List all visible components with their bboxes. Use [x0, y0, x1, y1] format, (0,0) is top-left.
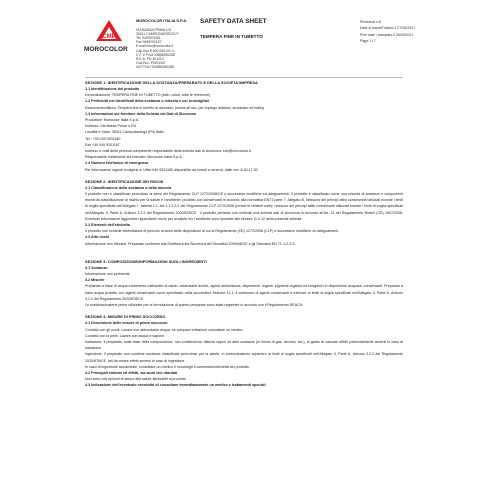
subsection-heading: 1.3 Informazioni sul fornitore della Scheda dei Dati di Sicurezza	[85, 111, 196, 116]
address-line: Cap.Soc.€ 500.000,00 i.v.	[136, 48, 175, 53]
body-text: In caso di ingestione accidentale, consultare un medico e mostrargli il contenitore/etichetta del prodotto.	[85, 364, 250, 369]
subsection-heading: 2.3 Altri rischi	[85, 235, 110, 240]
document-meta	[360, 19, 460, 45]
logo-mark-icon	[94, 19, 124, 43]
section-2	[85, 179, 403, 247]
subsection-heading: 2.1 Classificazione della sostanza o della miscela	[85, 185, 172, 190]
section-1	[85, 80, 403, 173]
section-3	[85, 259, 403, 308]
address-line: E-mail info@morocolor.it	[136, 44, 173, 49]
document-body	[85, 73, 403, 389]
body-text: Informazione non pertinente	[85, 272, 130, 277]
subsection-heading: 2.2 Elementi dell'etichetta	[85, 223, 130, 228]
body-text: Il prodotto non è classificato pericoloso ai sensi del Regolamento CLP 1272/2008/CE e successive modifiche ed adeguamenti. Il prodotto è classificato come una miscela di sostanze e componenti esenti da classificazione di rischio per la salute e l'ambiente; prodotto con conservanti in accordo alla normativa EN71 parte 7, Allegato B. Nessuno dei principi attivi conservanti utilizzati eccede i limiti di soglia specificati nell'Allegato I , tabella 1.1, Art.1.1.2.2.2 del Regolamento CLP 1272/2008 (inclusi le relative note); nessuno dei principi attivi conservanti utilizzati eccede i limiti di soglia specificati nell'Allegato II, Parte A, Articolo 3.2.2 del Regolamento 2020/878/CE : il prodotto pertanto non richiede una scheda dati di sicurezza in accordo all'Art. 31 del Regolamento Reach (CE) 1907/2006. Eventuali informazioni aggiuntive riguardanti i rischi per la salute e/o l'ambiente sono riportate alle sezioni 11 e 12 della presente scheda.	[85, 192, 403, 221]
section-title: SEZIONE 4: MISURE DI PRIMO SOCCORSO	[85, 314, 166, 320]
section-title: SEZIONE 1: IDENTIFICAZIONE DELLA SOSTANZA/PREPARATO E DELLA SOCIETA'/IMPRESA	[85, 80, 258, 85]
svg-text:CMP: CMP	[102, 34, 116, 40]
company-logo	[84, 19, 132, 67]
subsection-heading: 3.1 Sostanze:	[85, 265, 109, 270]
body-text: Contatto con gli occhi: Lavare con abbondante acqua, se compare irritazione consultare un medico.	[85, 327, 244, 332]
address-line: C.F. e P.Iva 03856390288	[136, 52, 175, 57]
body-text: Indirizzo e-mail della persona competente responsabile della scheda dati di sicurezza: info@morocolor.it	[85, 149, 251, 154]
body-text: Denominazione: TEMPERA FINE IN TUBETTO (tutti i colori, tutte le referenze)	[85, 93, 211, 98]
body-text: Tel.: +39 049 9201180	[85, 136, 121, 141]
address-line: Fax 0499202187	[136, 40, 162, 45]
body-text: Fax +39 049 9201187	[85, 142, 120, 147]
address-line: VAT/TVA IT03856390288	[136, 65, 174, 70]
body-text: Le sostanze/materie prime utilizzate per la formulazione di questo preparato sono state registrate in accordo con il Regolamento REACH.	[85, 303, 304, 308]
subsection-heading: 1.1 Identificazione del prodotto	[85, 87, 140, 91]
logo-text: MOROCOLOR	[84, 46, 128, 53]
section-title: SEZIONE 2: IDENTIFICAZIONE DEI RISCHI	[85, 178, 164, 184]
body-text: Località e Stato: 35011 Campodarsego (Pd) Italia	[85, 130, 164, 135]
body-text: Inalazione: il preparato, sulla base della composizione, non contiene/non rilascia vapori od altre sostanze (in forma di gas, aerosol, etc.), in grado di causare effetti potenzialmente avversi in caso di inalazione.	[85, 339, 403, 351]
section-title: SEZIONE 3: COMPOSIZIONE/INFORMAZIONI SUGLI INGREDIENTI	[85, 258, 207, 264]
body-text: Preparato a base di acqua contenente carbonato di calcio, addensanti acrilici, agenti antischiuma, disperdenti, leganti, pigmenti organici ed inorganici in dispersione acquosa, conservanti. Preparato a base acqua protetto con agenti conservanti come specificato nella successiva Sezione 11.1; il contenuto di agenti conservanti è inferiore ai limiti di soglia specificati nell'Allegato II, Parte A, Articolo 3.2.2 del Regolamento 2020/878/CE.	[85, 284, 403, 301]
issue-date: Date of issue/Emissio 17/7/05/2021	[360, 26, 416, 31]
product-name: TEMPERA FINE IN TUBETTO	[200, 34, 263, 39]
body-text: Indirizzo: Via Bassa Prima n.2/4	[85, 124, 136, 129]
subsection-heading: 1.4 Numero telefonico di emergenza	[85, 161, 149, 166]
body-text: Contatto con la pelle: Lavare con acqua e sapone.	[85, 333, 166, 338]
body-text: Informazione non rilevanti. Preparato conforme alla Direttiva sulla Sicurezza dei Giocattoli 2009/48/CE e gli Standard EN 71-1-2-3-9.	[85, 241, 296, 246]
subsection-heading: 4.2 Principali sintomi ed effetti, sia acuti che ritardati	[85, 370, 178, 375]
address-line: VIA BASSA PRIMA 101	[136, 27, 172, 32]
subsection-heading: 3.2 Miscele	[85, 278, 105, 283]
revision-number: Revisione n.8	[360, 20, 382, 24]
subsection-heading: 4.3 Indicazione dell'eventuale necessità di consultare immediatamente un medico e trattamenti speciali	[85, 383, 266, 388]
address-line: Tel. 0499201161	[136, 36, 161, 40]
body-text: Non sono noti episodi di danno alla salute attribuibili al prodotto	[85, 377, 186, 382]
body-text: Responsabile immissione sul mercato: Morocolor Italia S.p.A.	[85, 155, 183, 160]
body-text: Ingestione: il preparato non contiene sostanze classificate pericolose per la salute, in concentrazione superiore ai limiti di soglia specificati nell'Allegato II, Parte A, Articolo 3.2.2 del Regolamento 2020/878/CE, tali da creare effetti avversi in caso di ingestione.	[85, 352, 403, 363]
print-date: Print date / stampato il 26/05/2021	[360, 32, 414, 37]
page-number: Page 1 / 7	[360, 39, 376, 44]
body-text: Produttore: Morocolor Italia S.p.A.	[85, 118, 140, 123]
address-line: Cod.Ecc. PD/01347	[136, 61, 166, 66]
address-line: R.E.A. PD 301014	[136, 57, 164, 62]
company-name: MOROCOLOR ITALIA S.P.A.	[136, 18, 188, 23]
company-address-block	[136, 19, 192, 70]
body-text: Il prodotto non richiede etichettatura di pericolo ai sensi delle disposizioni di cui al Regolamento (CE) 1272/2008 (CLP) e successive modifiche ed adeguamenti.	[85, 229, 340, 234]
document-title: SAFETY DATA SHEET	[200, 18, 267, 25]
body-text: Descrizione/utilizzo: Tempera fine in tubetto di alluminio, pronta all'uso, per impiego artistico, scolastico ed hobby	[85, 105, 265, 110]
subsection-heading: 1.2 Pertinenti usi identificati della sostanza o miscela e usi sconsigliati	[85, 99, 209, 104]
body-text: Per informazioni urgenti rivolgersi a: Uffici 049 9201180 disponibile da lunedì a venerdì, dalle ore: 8.30-17.30	[85, 167, 258, 172]
address-line: 35011 CAMPODARSEGO P	[136, 31, 179, 36]
subsection-heading: 4.1 Descrizione delle misure di primo soccorso	[85, 321, 168, 326]
divider	[85, 77, 403, 78]
section-4	[85, 314, 403, 388]
